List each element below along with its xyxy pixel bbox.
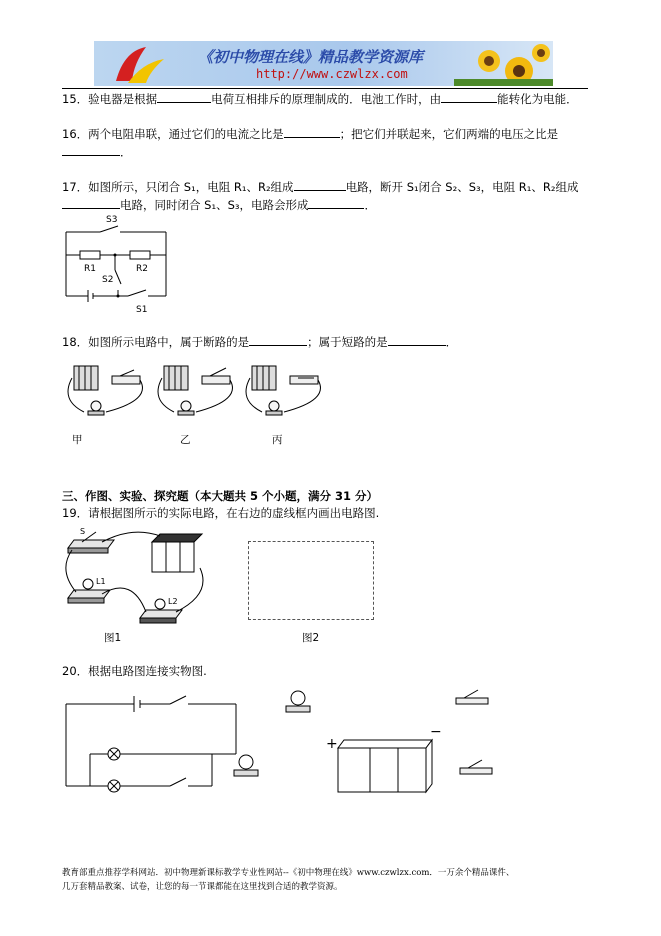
q18-caption-a: 甲	[72, 434, 83, 446]
q19-fig1-caption: 图1	[104, 632, 122, 644]
q18-blank-1[interactable]	[249, 334, 307, 346]
q16-number: 16．	[62, 127, 89, 141]
q20-number: 20．	[62, 664, 89, 678]
q16-text-3: ．	[120, 145, 132, 159]
q15-number: 15．	[62, 92, 89, 106]
q19-number: 19．	[62, 506, 89, 520]
q15-text-2: 电荷互相排斥的原理制成的．电池工作时，由	[211, 92, 442, 106]
q19-fig2-caption: 图2	[302, 632, 320, 644]
question-16	[62, 126, 558, 141]
switch-bottom	[460, 760, 492, 774]
q15-text-1: 验电器是根据	[88, 92, 158, 106]
label-s1: S1	[136, 305, 148, 315]
battery-pack	[338, 740, 432, 792]
q17-number: 17．	[62, 180, 89, 194]
question-18	[62, 334, 457, 349]
q17-blank-1[interactable]	[294, 179, 346, 191]
q19-figure-1	[62, 524, 212, 624]
q17-text-2: 电路，断开 S₁闭合 S₂、S₃，电阻 R₁、R₂组成	[345, 180, 579, 194]
q18-text-3: ．	[445, 335, 458, 349]
q16-text-1: 两个电阻串联，通过它们的电流之比是	[88, 127, 284, 141]
question-20	[62, 664, 207, 678]
banner-title: 《初中物理在线》精品教学资源库	[198, 48, 424, 66]
q16-text-2: ；把它们并联起来，它们两端的电压之比是	[339, 127, 559, 141]
header-rule	[62, 88, 588, 89]
q18-blank-2[interactable]	[388, 334, 446, 346]
q19-label-l2: L2	[168, 597, 178, 606]
footer-line-2: 几万套精品教案、试卷，让您的每一节课都能在这里找到合适的教学资源。	[62, 882, 343, 892]
question-17-line2	[62, 197, 376, 212]
question-19	[62, 506, 379, 520]
question-16-line2	[62, 144, 132, 159]
switch-top	[456, 690, 488, 704]
q18-number: 18．	[62, 335, 89, 349]
q18-text-2: ；属于短路的是	[307, 335, 388, 349]
label-s2: S2	[102, 275, 114, 285]
q19-text: 请根据图所示的实际电路，在右边的虚线框内画出电路图.	[88, 506, 380, 520]
q16-blank-1[interactable]	[284, 126, 340, 138]
q17-text-1: 如图所示，只闭合 S₁，电阻 R₁、R₂组成	[88, 180, 294, 194]
bulb-holder-top	[286, 691, 310, 712]
q15-text-3: 能转化为电能．	[497, 92, 578, 106]
q15-blank-2[interactable]	[441, 91, 497, 103]
q16-blank-2[interactable]	[62, 144, 120, 156]
banner-url: http://www.czwlzx.com	[256, 67, 408, 81]
q15-blank-1[interactable]	[157, 91, 211, 103]
q19-label-l1: L1	[96, 577, 106, 586]
q19-label-s: S	[80, 527, 86, 536]
q17-circuit-diagram	[60, 212, 180, 316]
q19-answer-box[interactable]	[248, 541, 374, 620]
section-3-heading: 三、作图、实验、探究题（本大题共 5 个小题，满分 31 分）	[62, 489, 379, 503]
label-r2: R2	[136, 264, 148, 274]
q20-components	[230, 684, 500, 796]
question-15	[62, 91, 578, 106]
q17-blank-3[interactable]	[308, 197, 364, 209]
q18-text-1: 如图所示电路中，属于断路的是	[88, 335, 250, 349]
battery-plus: +	[326, 736, 338, 752]
q20-text: 根据电路图连接实物图.	[88, 664, 207, 678]
label-s3: S3	[106, 215, 118, 225]
bulb-holder-bottom	[234, 755, 258, 776]
q18-caption-b: 乙	[180, 434, 191, 446]
q20-circuit-diagram	[62, 690, 238, 800]
header-banner	[94, 41, 553, 86]
q18-figures	[62, 356, 332, 428]
q17-text-3: 电路，同时闭合 S₁、S₃，电路会形成	[120, 198, 309, 212]
q18-caption-c: 丙	[272, 434, 283, 446]
battery-minus: −	[430, 724, 442, 740]
q17-blank-2[interactable]	[62, 197, 120, 209]
footer-line-1: 教育部重点推荐学科网站．初中物理新课标教学专业性网站--《初中物理在线》www.czwlzx.com．一万余个精品课件、	[62, 868, 515, 878]
question-17	[62, 179, 578, 194]
label-r1: R1	[84, 264, 96, 274]
q17-text-4: ．	[364, 198, 376, 212]
